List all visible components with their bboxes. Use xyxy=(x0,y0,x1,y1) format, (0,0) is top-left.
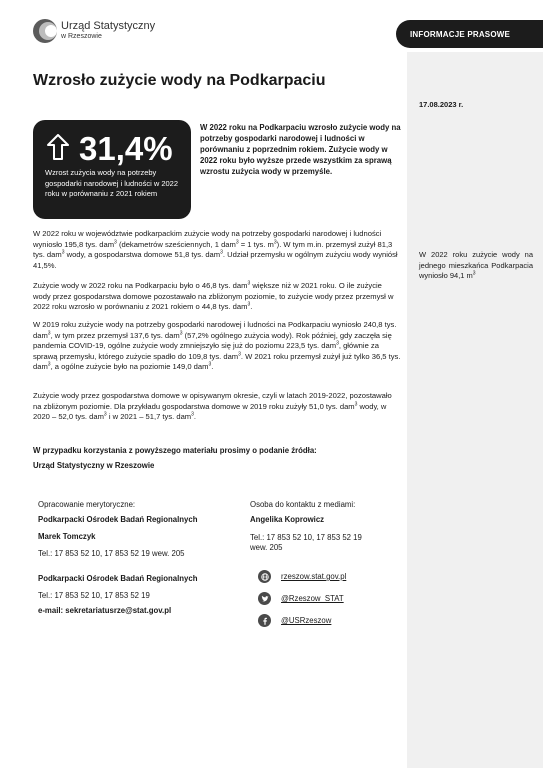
website-row xyxy=(258,570,346,583)
right-sidebar xyxy=(407,52,543,768)
press-badge: INFORMACJE PRASOWE xyxy=(396,20,543,48)
facebook-icon xyxy=(258,614,271,627)
body-paragraph-2: Zużycie wody w 2022 roku na Podkarpaciu było o 46,8 tys. dam$^3$ większe niż w 2021 roku. O ile zużycie wody przez gospodarstwa domowe pozostawało na zbliżonym poziomie, to zużycie wody przez przemysł w 2022 roku wzrosło w porównaniu z 2021 rokiem o 44,8 tys. dam$^3$. xyxy=(33,280,394,312)
side-note: W 2022 roku zużycie wody na jednego mieszkańca Podkarpacia wyniosło 94,1 $m^3$ xyxy=(419,250,533,280)
author-phone: Tel.: 17 853 52 10, 17 853 52 19 wew. 205 xyxy=(38,549,185,558)
page-title: Wzrosło zużycie wody na Podkarpaciu xyxy=(33,72,326,89)
twitter-row xyxy=(258,592,344,605)
body-paragraph-3: W 2019 roku zużycie wody na potrzeby gospodarki narodowej i ludności na Podkarpaciu wyniosło 240,8 tys. dam$^3$, w tym przez przemysł 137,6 tys. dam$^3$ (57,2% ogólnego zużycia wody). Rok później, gdy zaczęła się pandemia COVID-19, ogólne zużycie wody zmniejszyło się już do poziomu 223,5 tys. dam$^3$, głównie za sprawą przemysłu, którego zużycie spadło do 109,8 tys. dam$^3$. W 2021 roku przemysł zużył już tylko 36,5 tys. dam$^3$, a ogólne zużycie było na poziomie 149,0 dam$^3$. xyxy=(33,320,401,372)
stat-box xyxy=(33,120,191,219)
facebook-row xyxy=(258,614,331,627)
logo-icon xyxy=(33,19,57,43)
publication-date: 17.08.2023 r. xyxy=(419,100,464,109)
content-heading: Opracowanie merytoryczne: xyxy=(38,500,136,509)
logo-line2: w Rzeszowie xyxy=(61,33,102,40)
org-name-2: Podkarpacki Ośrodek Badań Regionalnych xyxy=(38,574,198,583)
media-person: Angelika Koprowicz xyxy=(250,515,325,524)
globe-icon xyxy=(258,570,271,583)
body-paragraph-1: W 2022 roku w województwie podkarpackim zużycie wody na potrzeby gospodarki narodowej i ludności wyniosło 195,8 tys. dam$^3$ (dekametrów sześciennych, 1 dam$^3$ = 1 tys. $m^3$). W tym m.in. przemysł zużył 81,3 tys. dam$^3$ wody, a gospodarstwa domowe 51,8 tys. dam$^3$. Udział przemysłu w ogólnym zużyciu wody wyniósł 41,5%. xyxy=(33,229,398,270)
logo xyxy=(33,16,155,46)
email-address[interactable]: e-mail: sekretariatusrze@stat.gov.pl xyxy=(38,606,172,615)
lead-paragraph: W 2022 roku na Podkarpaciu wzrosło zużycie wody na potrzeby gospodarki narodowej i ludności w porównaniu z poprzednim rokiem. Zużycie wody w 2022 roku było wyższe przede wszystkim za sprawą wzrostu zużycia wody w przemyśle. xyxy=(200,123,401,176)
media-phone-ext: wew. 205 xyxy=(250,543,283,552)
body-paragraph-4: Zużycie wody przez gospodarstwa domowe w opisywanym okresie, czyli w latach 2019-2022, pozostawało na zbliżonym poziomie. Dla przykładu gospodarstwa domowe w 2019 roku zużyły 51,0 tys. dam$^3$ wody, w 2020 – 52,0 tys. dam$^3$ i w 2021 – 51,7 tys. dam$^3$. xyxy=(33,391,392,422)
twitter-icon xyxy=(258,592,271,605)
source-name: Urząd Statystyczny w Rzeszowie xyxy=(33,461,155,470)
facebook-link[interactable]: @USRzeszow xyxy=(281,616,332,625)
org-name-1: Podkarpacki Ośrodek Badań Regionalnych xyxy=(38,515,198,524)
website-link[interactable]: rzeszow.stat.gov.pl xyxy=(281,572,347,581)
stat-value: 31,4% xyxy=(79,130,173,167)
media-heading: Osoba do kontaktu z mediami: xyxy=(250,500,356,509)
source-request: W przypadku korzystania z powyższego materiału prosimy o podanie źródła: xyxy=(33,446,317,455)
twitter-link[interactable]: @Rzeszow_STAT xyxy=(281,594,344,603)
stat-description: Wzrost zużycia wody na potrzeby gospodarki narodowej i ludności w 2022 roku w porównaniu z 2021 rokiem xyxy=(45,168,179,198)
logo-line1: Urząd Statystyczny xyxy=(61,20,156,32)
arrow-up-icon xyxy=(47,134,69,160)
media-phone: Tel.: 17 853 52 10, 17 853 52 19 xyxy=(250,533,362,542)
author-name: Marek Tomczyk xyxy=(38,532,96,541)
org-phone: Tel.: 17 853 52 10, 17 853 52 19 xyxy=(38,591,150,600)
